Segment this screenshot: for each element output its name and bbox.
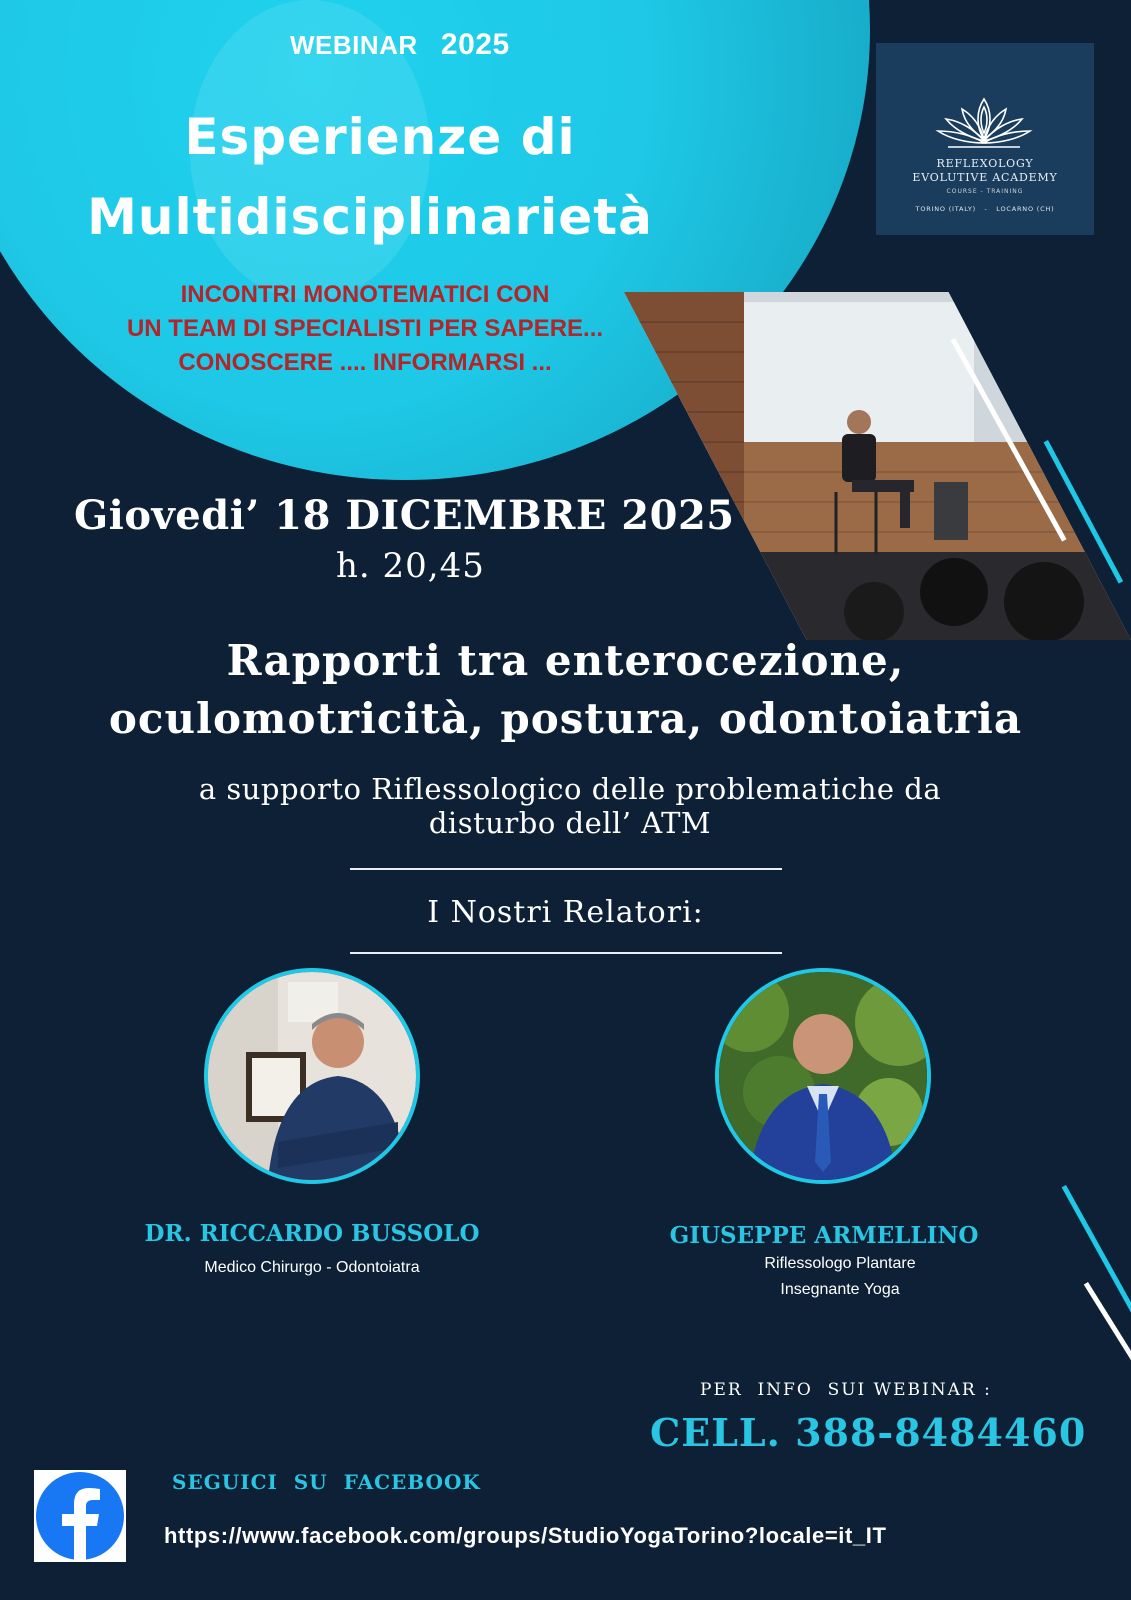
- follow-facebook-label: SEGUICI SU FACEBOOK: [172, 1470, 481, 1494]
- facebook-icon: [34, 1470, 126, 1562]
- description-line1: a supporto Riflessologico delle problematiche da: [198, 772, 942, 806]
- academy-logo: [876, 43, 1094, 235]
- main-title-line1: Esperienze di: [184, 108, 576, 166]
- speaker-on-stage-image: [624, 292, 1131, 640]
- event-time: h. 20,45: [336, 546, 485, 586]
- speaker-role-armellino-1: Riflessologo Plantare: [764, 1255, 916, 1272]
- subtitle-line3: CONOSCERE .... INFORMARSI ...: [178, 349, 552, 376]
- divider: [350, 868, 782, 870]
- info-label: PER INFO SUI WEBINAR :: [700, 1380, 992, 1400]
- speaker-photo-bussolo: [204, 968, 420, 1184]
- logo-course: COURSE - TRAINING: [946, 188, 1024, 195]
- topic-line2: oculomotricità, postura, odontoiatria: [108, 694, 1023, 743]
- description-line2: disturbo dell’ ATM: [428, 806, 712, 840]
- logo-name-line2: EVOLUTIVE ACADEMY: [912, 171, 1058, 184]
- topic-line1: Rapporti tra enterocezione,: [226, 636, 905, 685]
- speaker-role-armellino-2: Insegnante Yoga: [780, 1281, 900, 1298]
- speaker-name-armellino: GIUSEPPE ARMELLINO: [669, 1222, 979, 1249]
- speaker-role-bussolo: Medico Chirurgo - Odontoiatra: [204, 1259, 420, 1276]
- webinar-label: WEBINAR 2025: [290, 28, 510, 61]
- subtitle-line2: UN TEAM DI SPECIALISTI PER SAPERE...: [126, 315, 604, 342]
- event-date: Giovedi’ 18 DICEMBRE 2025: [74, 492, 735, 539]
- event-photo: [624, 292, 1131, 640]
- speaker-photo-armellino: [715, 968, 931, 1184]
- speakers-heading: I Nostri Relatori:: [427, 895, 704, 930]
- main-title-line2: Multidisciplinarietà: [87, 188, 653, 246]
- phone-number[interactable]: CELL. 388-8484460: [650, 1410, 1087, 1455]
- divider: [350, 952, 782, 954]
- webinar-year: 2025: [440, 28, 510, 61]
- facebook-url-link[interactable]: https://www.facebook.com/groups/StudioYogaTorino?locale=it_IT: [164, 1523, 887, 1548]
- facebook-logo[interactable]: [34, 1470, 126, 1562]
- subtitle-line1: INCONTRI MONOTEMATICI CON: [180, 281, 550, 308]
- avatar: [208, 972, 416, 1180]
- logo-name-line1: REFLEXOLOGY: [936, 157, 1034, 170]
- avatar: [719, 972, 927, 1180]
- speaker-name-bussolo: DR. RICCARDO BUSSOLO: [144, 1220, 480, 1247]
- lotus-icon: [934, 91, 1034, 151]
- logo-locations: TORINO (ITALY) - LOCARNO (CH): [915, 205, 1055, 213]
